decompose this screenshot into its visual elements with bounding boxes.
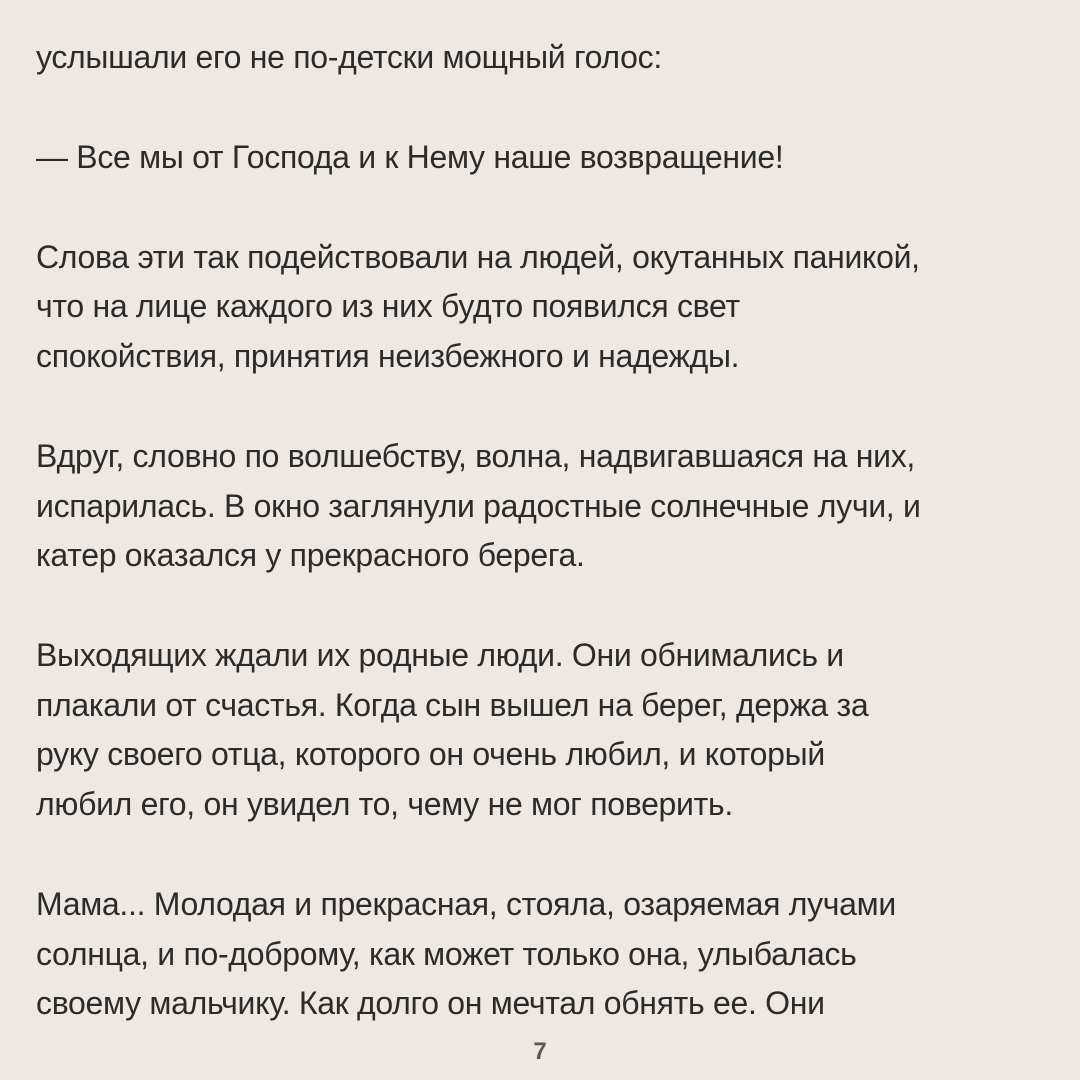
text-line: своему мальчику. Как долго он мечтал обнять ее. Они bbox=[36, 985, 825, 1021]
text-line: руку своего отца, которого он очень любил, и который bbox=[36, 736, 825, 772]
text-line: плакали от счастья. Когда сын вышел на берег, держа за bbox=[36, 687, 869, 723]
text-line: любил его, он увидел то, чему не мог поверить. bbox=[36, 786, 733, 822]
text-line: Выходящих ждали их родные люди. Они обнимались и bbox=[36, 637, 844, 673]
text-line: Мама... Молодая и прекрасная, стояла, озаряемая лучами bbox=[36, 886, 896, 922]
text-line: испарилась. В окно заглянули радостные солнечные лучи, и bbox=[36, 488, 921, 524]
text-line: услышали его не по-детски мощный голос: bbox=[36, 39, 662, 75]
text-line: Вдруг, словно по волшебству, волна, надвигавшаяся на них, bbox=[36, 438, 916, 474]
text-line: — Все мы от Господа и к Нему наше возвращение! bbox=[36, 139, 784, 175]
text-line: солнца, и по-доброму, как может только она, улыбалась bbox=[36, 936, 857, 972]
text-line: Слова эти так подействовали на людей, окутанных паникой, bbox=[36, 239, 920, 275]
text-line: катер оказался у прекрасного берега. bbox=[36, 537, 585, 573]
page-number: 7 bbox=[533, 1038, 547, 1065]
text-line: спокойствия, принятия неизбежного и надежды. bbox=[36, 338, 740, 374]
text-line: что на лице каждого из них будто появился свет bbox=[36, 288, 740, 324]
